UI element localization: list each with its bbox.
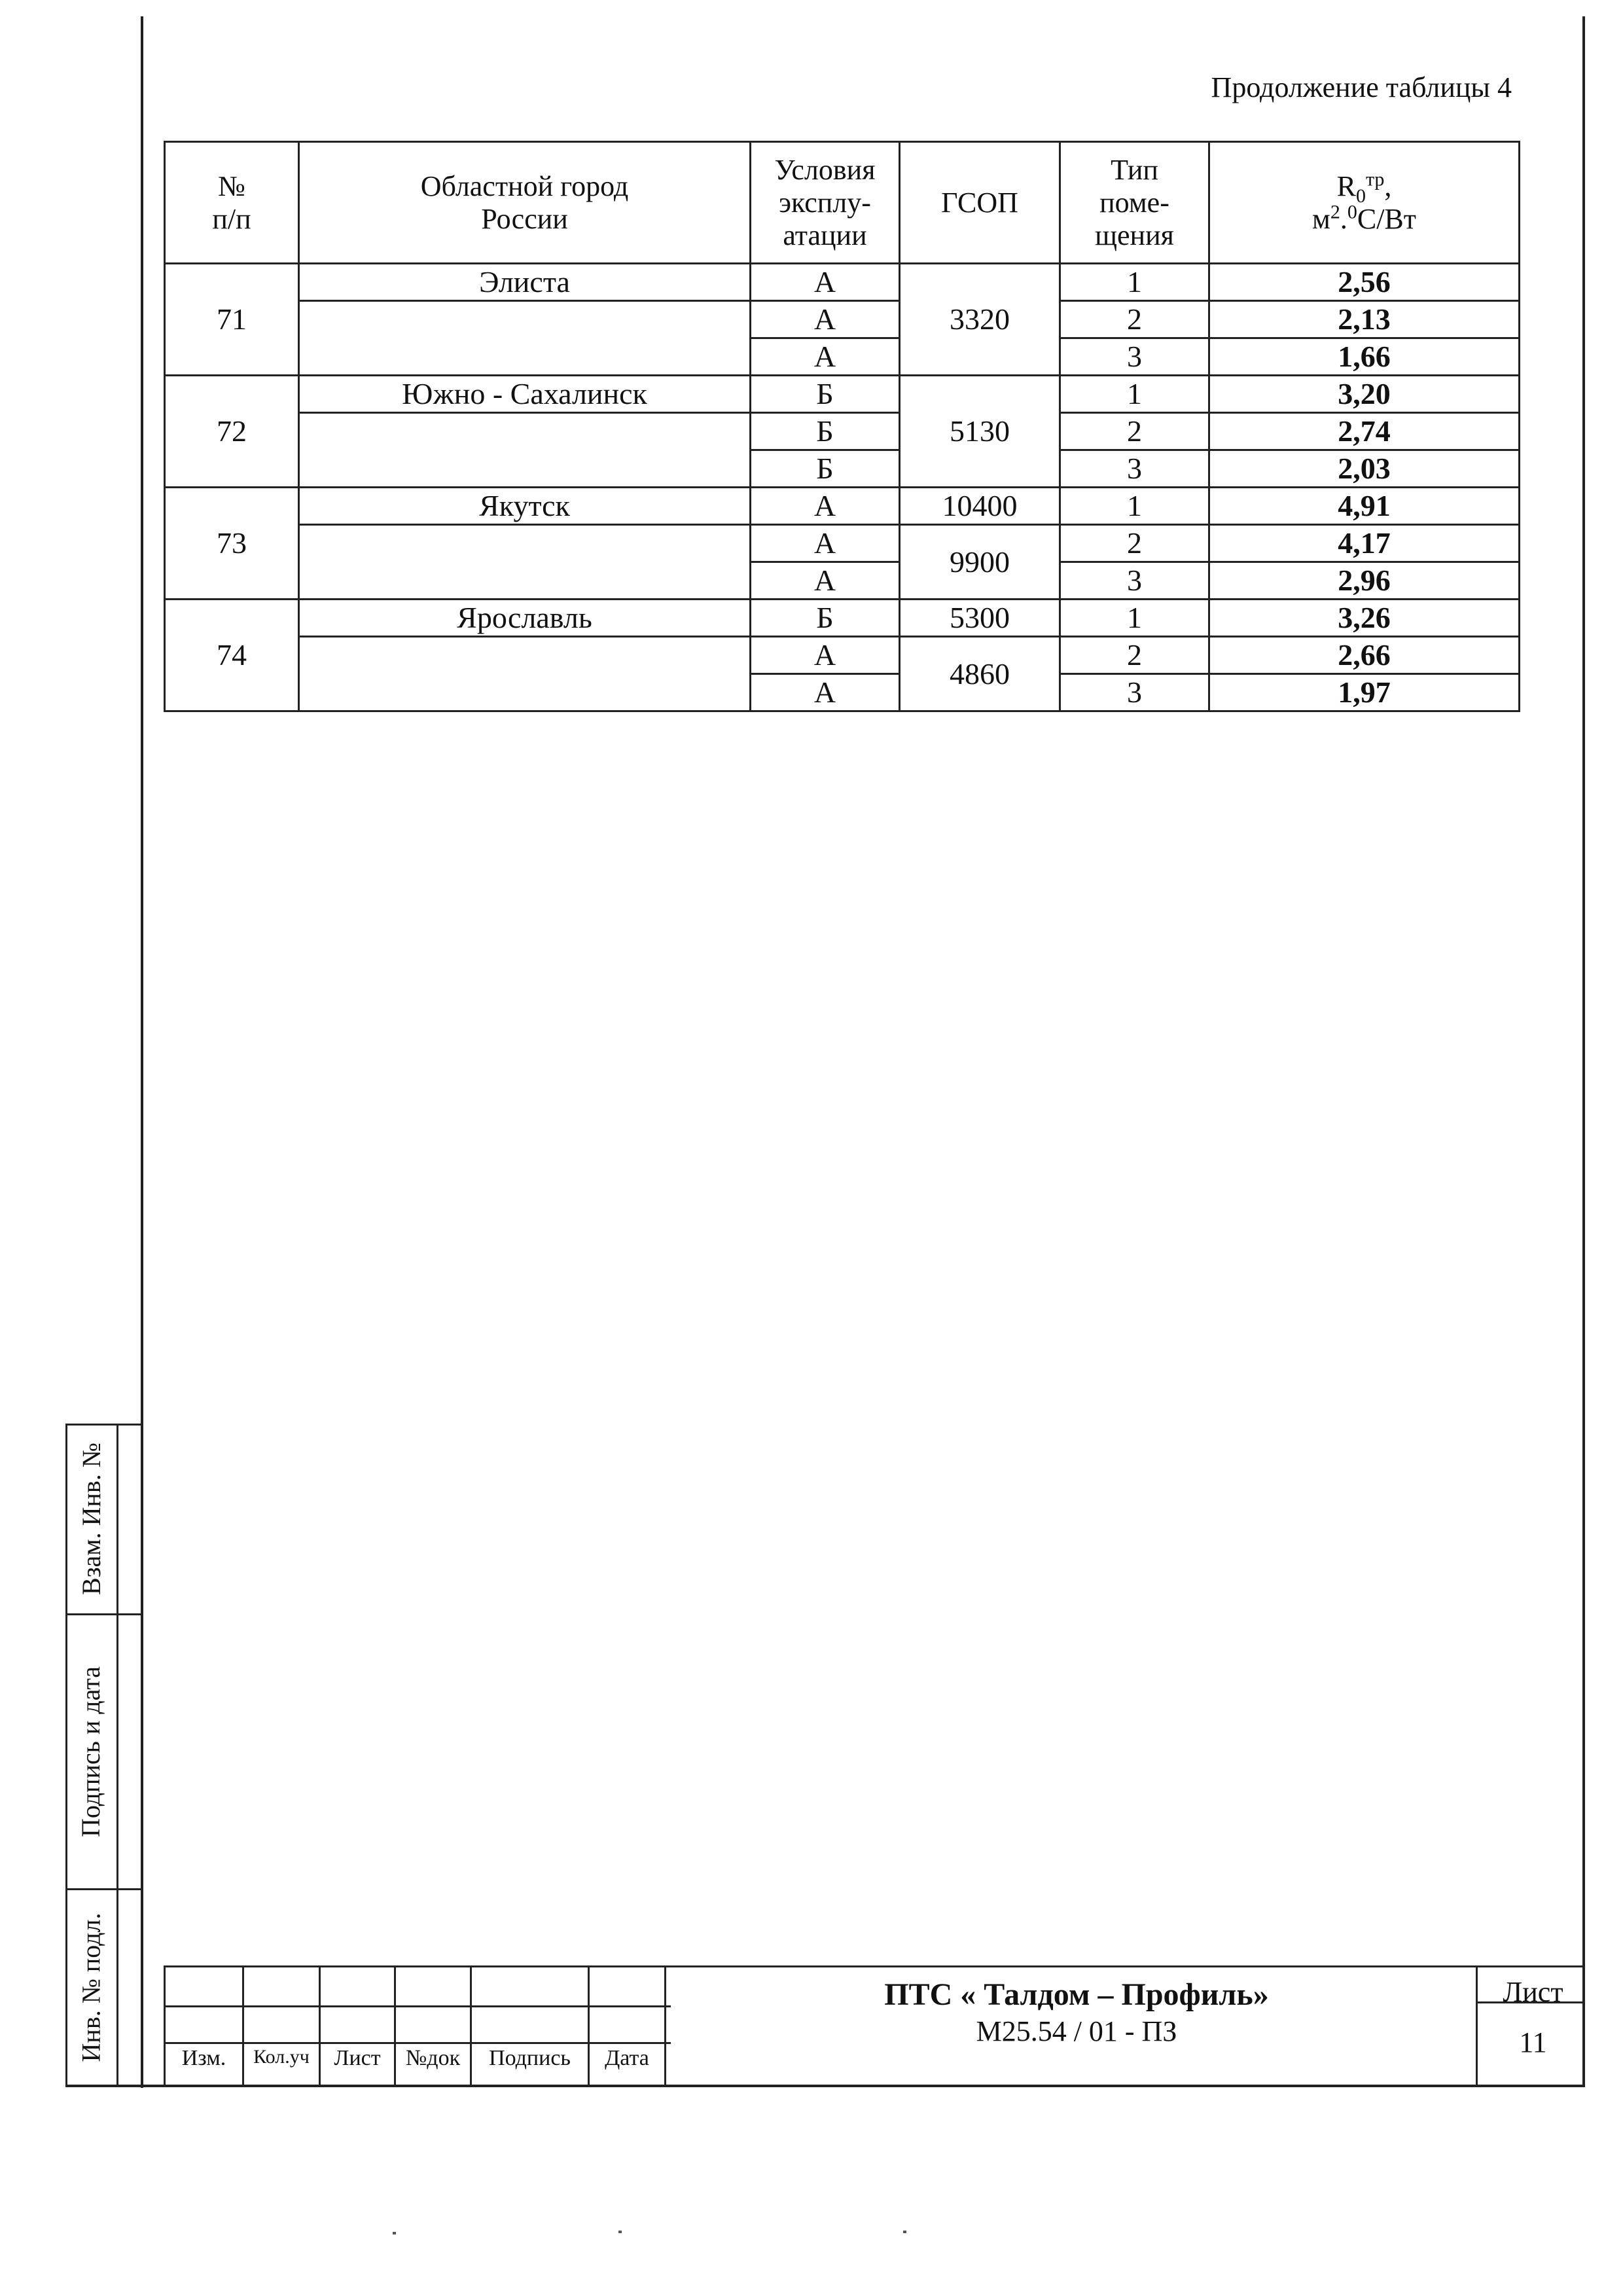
table-row	[165, 413, 1520, 450]
resistance-cell: 2,96	[1209, 562, 1520, 600]
title-block-col-line	[664, 1965, 666, 2085]
title-block-sheet-label: Лист	[1503, 1976, 1563, 2008]
conditions-cell: А	[751, 637, 900, 674]
side-stamp-original-inventory: Инв. № подл.	[76, 1912, 106, 2062]
title-block-col-count: Кол.уч	[253, 2046, 310, 2068]
conditions-cell: А	[751, 488, 900, 525]
city-blank	[299, 413, 751, 488]
table-row	[165, 488, 1520, 525]
header-gsop: ГСОП	[900, 142, 1060, 264]
gsop-cell: 4860	[900, 637, 1060, 711]
resistance-cell: 3,26	[1209, 600, 1520, 637]
gsop-cell: 3320	[900, 264, 1060, 376]
city-blank	[299, 637, 751, 711]
conditions-cell: Б	[751, 413, 900, 450]
table-row	[165, 525, 1520, 562]
room-type-cell: 1	[1060, 488, 1209, 525]
conditions-cell: Б	[751, 376, 900, 413]
thermal-resistance-table	[164, 141, 1520, 712]
frame-left-border	[141, 16, 143, 2088]
resistance-cell: 1,97	[1209, 674, 1520, 711]
title-block-col-sheet: Лист	[334, 2046, 381, 2070]
resistance-cell: 2,74	[1209, 413, 1520, 450]
room-type-cell: 1	[1060, 600, 1209, 637]
city-blank	[299, 525, 751, 600]
gsop-cell: 9900	[900, 525, 1060, 600]
title-block-col-docnum: №док	[405, 2046, 461, 2070]
title-block-document-code: М25.54 / 01 - ПЗ	[976, 2015, 1177, 2047]
side-stamp-signature-date: Подпись и дата	[76, 1666, 106, 1838]
city-name: Якутск	[299, 488, 751, 525]
header-conditions: Условия эксплу- атации	[751, 142, 900, 264]
table-row	[165, 600, 1520, 637]
header-resistance: $R_0^{тр}$, $м^2.^0С/Вт$	[1209, 142, 1520, 264]
resistance-cell: 2,03	[1209, 450, 1520, 488]
scan-speck	[903, 2231, 906, 2233]
resistance-cell: 2,56	[1209, 264, 1520, 301]
table-row	[165, 637, 1520, 674]
resistance-cell: 3,20	[1209, 376, 1520, 413]
room-type-cell: 3	[1060, 674, 1209, 711]
title-block-col-signature: Подпись	[489, 2046, 571, 2070]
resistance-cell: 4,91	[1209, 488, 1520, 525]
row-number: 73	[165, 488, 299, 600]
room-type-cell: 3	[1060, 338, 1209, 376]
table-row	[165, 301, 1520, 338]
resistance-cell: 2,13	[1209, 301, 1520, 338]
table-row	[165, 264, 1520, 301]
resistance-cell: 1,66	[1209, 338, 1520, 376]
row-number: 74	[165, 600, 299, 711]
table-row	[165, 376, 1520, 413]
city-blank	[299, 301, 751, 376]
resistance-cell: 2,66	[1209, 637, 1520, 674]
conditions-cell: А	[751, 301, 900, 338]
conditions-cell: А	[751, 674, 900, 711]
city-name: Ярославль	[299, 600, 751, 637]
conditions-cell: А	[751, 525, 900, 562]
table-header-row	[165, 142, 1520, 264]
conditions-cell: Б	[751, 450, 900, 488]
conditions-cell: Б	[751, 600, 900, 637]
frame-right-border	[1582, 16, 1585, 2085]
city-name: Элиста	[299, 264, 751, 301]
side-stamp-replace-inventory: Взам. Инв. №	[76, 1442, 106, 1595]
header-city: Областной город России	[299, 142, 751, 264]
title-block-top-line	[164, 1965, 1582, 1967]
scan-speck	[618, 2231, 622, 2233]
room-type-cell: 2	[1060, 637, 1209, 674]
title-block-col-change: Изм.	[181, 2046, 226, 2070]
title-block-sheet-number: 11	[1519, 2026, 1547, 2058]
gsop-cell: 10400	[900, 488, 1060, 525]
room-type-cell: 1	[1060, 376, 1209, 413]
conditions-cell: А	[751, 338, 900, 376]
resistance-cell: 4,17	[1209, 525, 1520, 562]
title-block-row-line-2	[164, 2042, 671, 2044]
table-continuation-caption: Продолжение таблицы 4	[1211, 71, 1512, 103]
room-type-cell: 2	[1060, 525, 1209, 562]
scan-speck	[393, 2232, 396, 2234]
frame-bottom-border	[65, 2085, 1585, 2087]
row-number: 72	[165, 376, 299, 488]
title-block-company: ПТС « Талдом – Профиль»	[884, 1977, 1269, 2012]
gsop-cell: 5300	[900, 600, 1060, 637]
room-type-cell: 2	[1060, 301, 1209, 338]
conditions-cell: А	[751, 562, 900, 600]
title-block-row-line-1	[164, 2005, 671, 2007]
gsop-cell: 5130	[900, 376, 1060, 488]
title-block-col-date: Дата	[605, 2046, 649, 2070]
side-stamp-inner-line	[116, 1424, 118, 2085]
room-type-cell: 1	[1060, 264, 1209, 301]
header-number: № п/п	[165, 142, 299, 264]
room-type-cell: 2	[1060, 413, 1209, 450]
room-type-cell: 3	[1060, 450, 1209, 488]
room-type-cell: 3	[1060, 562, 1209, 600]
row-number: 71	[165, 264, 299, 376]
city-name: Южно - Сахалинск	[299, 376, 751, 413]
conditions-cell: А	[751, 264, 900, 301]
header-room-type: Тип поме- щения	[1060, 142, 1209, 264]
